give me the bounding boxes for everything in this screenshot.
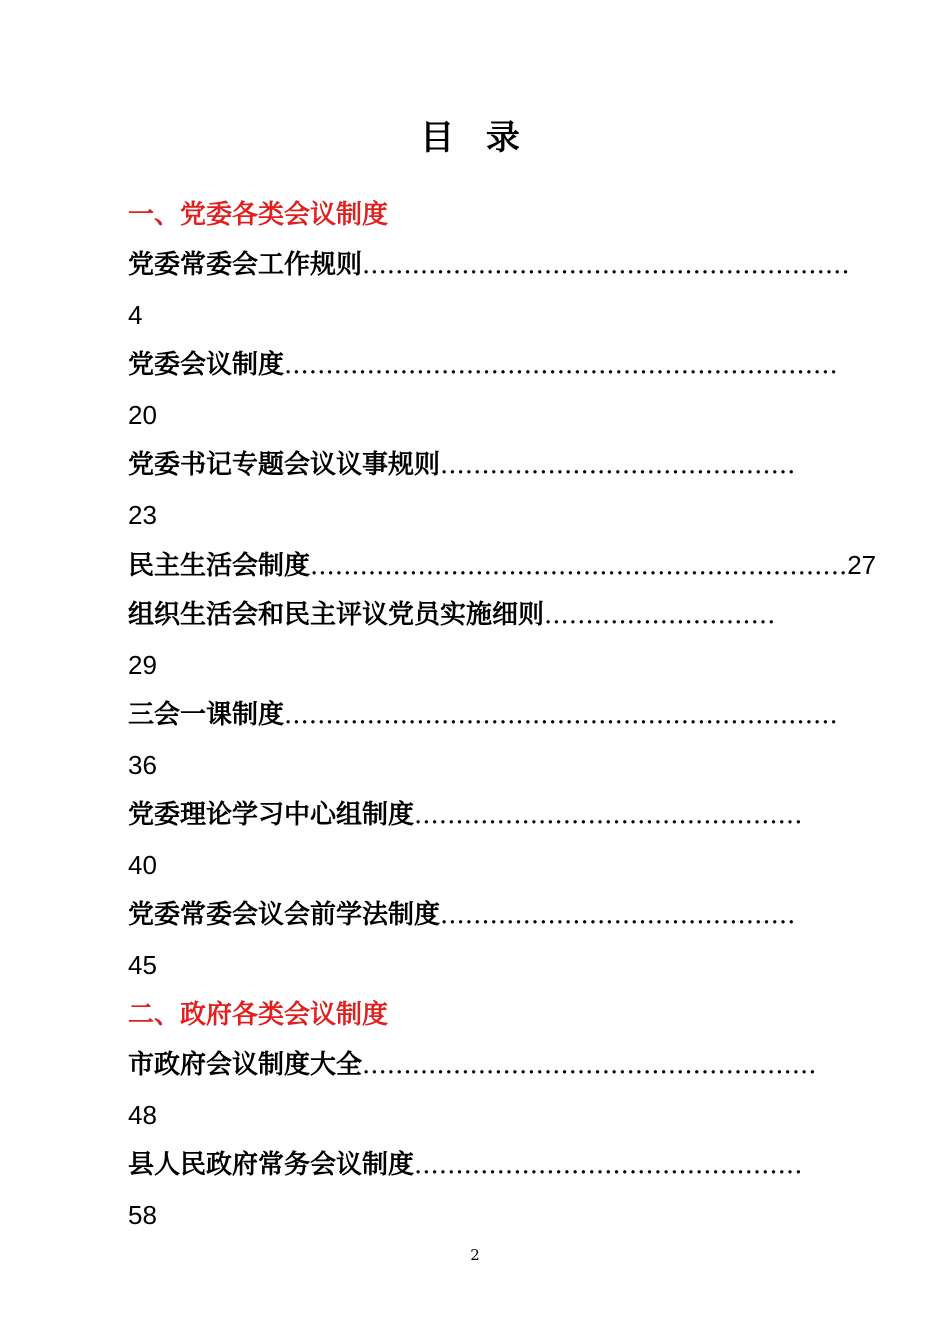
toc-entry[interactable] [128,895,795,935]
toc-entry[interactable] [128,245,850,285]
toc-entry-title: 党委常委会工作规则 [128,250,363,280]
toc-entry[interactable] [128,1145,802,1185]
section-heading: 一、党委各类会议制度 [128,200,389,230]
toc-leader-dots: ................................................................. [310,551,848,581]
toc-page-number: 36 [128,750,157,780]
toc-leader-dots: ........................................... [440,900,796,930]
toc-leader-dots: ................................................................... [284,350,838,380]
toc-entry-title: 党委理论学习中心组制度 [128,800,415,830]
toc-entry[interactable] [128,445,795,485]
toc-entry-title: 市政府会议制度大全 [128,1050,363,1080]
footer-page-number: 2 [470,1246,480,1264]
toc-leader-dots: ............................................... [414,800,803,830]
toc-entry[interactable] [128,595,775,635]
toc-entry-title: 县人民政府常务会议制度 [128,1150,415,1180]
toc-leader-dots: ........................................................... [362,250,850,280]
toc-leader-dots: ................................................................... [284,700,838,730]
toc-entry-title: 党委书记专题会议议事规则 [128,450,441,480]
toc-page-number: 45 [128,950,157,980]
toc-page-number: 27 [847,550,877,580]
toc-page-number: 4 [128,300,143,330]
toc-leader-dots: ....................................................... [362,1050,817,1080]
toc-page-number: 40 [128,850,157,880]
toc-entry[interactable] [128,1045,817,1085]
section-heading: 二、政府各类会议制度 [128,1000,389,1030]
toc-page-number: 23 [128,500,157,530]
toc-entry[interactable] [128,795,802,835]
toc-leader-dots: ............................ [544,600,776,630]
page-title: 目 录 [420,118,530,158]
toc-entry-title: 民主生活会制度 [128,551,311,581]
toc-page-number: 20 [128,400,157,430]
toc-page-number: 29 [128,650,157,680]
toc-entry-title: 党委常委会议会前学法制度 [128,900,441,930]
toc-entry-title: 组织生活会和民主评议党员实施细则 [128,600,545,630]
toc-entry-title: 三会一课制度 [128,700,285,730]
toc-entry-title: 党委会议制度 [128,350,285,380]
toc-entry[interactable] [128,545,876,586]
toc-page-number: 58 [128,1200,157,1230]
toc-entry[interactable] [128,345,838,385]
toc-entry[interactable] [128,695,838,735]
toc-leader-dots: ........................................... [440,450,796,480]
toc-page-number: 48 [128,1100,157,1130]
toc-leader-dots: ............................................... [414,1150,803,1180]
